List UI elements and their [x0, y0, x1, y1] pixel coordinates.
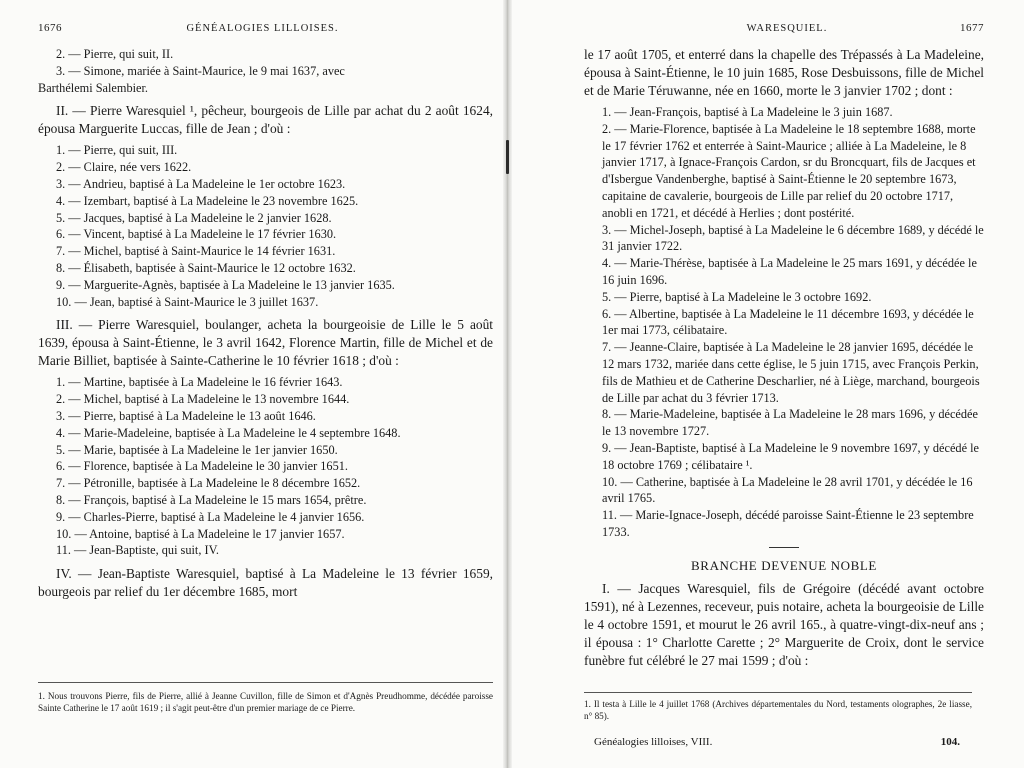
list-item — [584, 507, 984, 541]
item-text: Marie-Thérèse, baptisée à La Madeleine le 25 mars 1691, y décédée le 16 juin 1696. — [602, 256, 977, 287]
item-text: Izembart, baptisé à La Madeleine le 23 novembre 1625. — [83, 193, 359, 208]
children-list-III — [38, 374, 493, 559]
item-number: 10. — — [602, 474, 633, 489]
item-text: Jean, baptisé à Saint-Maurice le 3 juillet 1637. — [89, 294, 319, 309]
item-number: 6. — — [602, 306, 627, 321]
children-list-IV — [584, 104, 984, 541]
paragraph-generation-IV-continued: le 17 août 1705, et enterré dans la chapelle des Trépassés à La Madeleine, épousa à Saint-Étienne, le 10 juin 1685, Rose Desbuissons, fille de Michel et de Marie Téruwanne, née en 1660, morte le 3 janvier 1702 ; dont : — [584, 47, 984, 98]
children-list-II — [38, 142, 493, 310]
item-text: Antoine, baptisé à La Madeleine le 17 janvier 1657. — [89, 526, 345, 541]
item-text: Michel, baptisé à Saint-Maurice le 14 février 1631. — [83, 244, 336, 259]
list-item — [38, 260, 493, 277]
list-item-continuation: Barthélemi Salembier. — [38, 80, 148, 95]
right-running-title: WARESQUIEL. — [746, 23, 828, 34]
list-item — [584, 255, 984, 289]
list-item — [38, 475, 493, 492]
list-item — [38, 226, 493, 243]
item-number: 5. — — [56, 210, 81, 225]
right-page-number: 1677 — [959, 22, 984, 34]
list-item — [38, 542, 493, 559]
list-item — [584, 104, 984, 121]
list-item — [38, 492, 493, 509]
item-text: Vincent, baptisé à La Madeleine le 17 février 1630. — [83, 227, 337, 242]
item-number: 7. — — [56, 244, 81, 259]
paragraph-generation-III: III. — Pierre Waresquiel, boulanger, acheta la bourgeoisie de Lille le 5 août 1639, épousa à Saint-Étienne, le 3 avril 1642, Florence Martin, fille de Michel et de Marie Billiet, baptisée à Sainte-Catherine le 10 février 1618 ; d'où : — [38, 317, 493, 369]
left-page — [0, 0, 505, 768]
list-item — [38, 277, 493, 294]
item-text: Marie-Ignace-Joseph, décédé paroisse Saint-Étienne le 23 septembre 1733. — [602, 508, 974, 539]
list-item — [584, 339, 984, 406]
item-number: 1. — — [56, 143, 81, 158]
item-number: 9. — — [56, 277, 81, 292]
item-number: 11. — — [56, 543, 87, 558]
left-page-header — [38, 22, 493, 34]
left-footnote: 1. Nous trouvons Pierre, fils de Pierre, allié à Jeanne Cuvillon, fille de Simon et d'Agnès Preudhomme, décédée paroisse Sainte Catherine le 17 août 1619 ; il s'agit peut-être d'un premier mariage de ce Pierre. — [38, 691, 493, 713]
item-number: 11. — — [602, 508, 633, 523]
item-text: Simone, mariée à Saint-Maurice, le 9 mai 1637, avec — [83, 63, 345, 78]
item-text: Marie, baptisée à La Madeleine le 1er janvier 1650. — [83, 442, 338, 457]
item-text: Pierre, qui suit, III. — [83, 143, 178, 158]
item-text: Pierre, baptisé à La Madeleine le 13 août 1646. — [83, 408, 316, 423]
item-number: 8. — — [56, 260, 81, 275]
list-item — [38, 46, 493, 63]
item-number: 6. — — [56, 227, 81, 242]
item-number: 2. — — [56, 47, 81, 61]
right-page-header — [584, 22, 984, 34]
paragraph-generation-IV: IV. — Jean-Baptiste Waresquiel, baptisé à La Madeleine le 13 février 1659, bourgeois par relief du 1er décembre 1685, mort — [38, 566, 493, 600]
left-footnote-rule — [38, 682, 493, 683]
list-item — [38, 408, 493, 425]
item-number: 5. — — [602, 289, 627, 304]
item-number: 8. — — [56, 492, 81, 507]
list-item — [584, 121, 984, 222]
item-text: Jean-Baptiste, baptisé à La Madeleine le 9 novembre 1697, y décédé le 18 octobre 1769 ; célibataire ¹. — [602, 440, 979, 472]
list-item — [38, 458, 493, 475]
item-text: Marie-Madeleine, baptisée à La Madeleine le 28 mars 1696, y décédée le 13 novembre 1727. — [602, 407, 978, 439]
item-number: 6. — — [56, 459, 81, 474]
list-item — [38, 159, 493, 176]
list-item — [584, 474, 984, 508]
list-item — [38, 442, 493, 459]
list-item — [584, 222, 984, 256]
item-text: Marie-Madeleine, baptisée à La Madeleine le 4 septembre 1648. — [83, 425, 401, 440]
item-text: Pierre, qui suit, II. — [83, 47, 174, 61]
list-item — [38, 243, 493, 260]
item-number: 3. — — [56, 408, 81, 423]
item-text: Albertine, baptisée à La Madeleine le 11 décembre 1693, y décédée le 1er mai 1773, célibataire. — [602, 306, 974, 338]
item-text: Martine, baptisée à La Madeleine le 16 février 1643. — [83, 375, 343, 390]
list-item — [584, 289, 984, 306]
item-text: Michel-Joseph, baptisé à La Madeleine le 6 décembre 1689, y décédé le 31 janvier 1722. — [602, 222, 984, 254]
list-item — [38, 63, 493, 80]
item-number: 4. — — [56, 193, 81, 208]
list-item — [584, 306, 984, 340]
paragraph-generation-II: II. — Pierre Waresquiel ¹, pêcheur, bourgeois de Lille par achat du 2 août 1624, épousa Marguerite Luccas, fille de Jean ; d'où : — [38, 103, 493, 137]
item-number: 2. — — [56, 392, 81, 407]
item-text: Catherine, baptisée à La Madeleine le 28 avril 1701, y décédée le 16 avril 1765. — [602, 474, 973, 506]
item-number: 4. — — [56, 425, 81, 440]
list-item — [38, 176, 493, 193]
item-number: 10. — — [56, 294, 87, 309]
item-number: 2. — — [602, 121, 627, 136]
list-item — [38, 526, 493, 543]
item-text: Charles-Pierre, baptisé à La Madeleine le 4 janvier 1656. — [83, 509, 365, 524]
item-number: 8. — — [602, 407, 627, 422]
section-title: BRANCHE DEVENUE NOBLE — [691, 557, 877, 573]
right-footnote: 1. Il testa à Lille le 4 juillet 1768 (Archives départementales du Nord, testaments olographes, 2e liasse, n° 85). — [584, 699, 972, 721]
list-item — [584, 440, 984, 474]
list-item — [584, 406, 984, 440]
item-text: Jean-François, baptisé à La Madeleine le 3 juin 1687. — [629, 105, 893, 119]
list-item — [38, 210, 493, 227]
right-footnote-rule — [584, 692, 972, 693]
item-text: Marguerite-Agnès, baptisée à La Madeleine le 13 janvier 1635. — [83, 277, 395, 292]
list-item — [38, 294, 493, 311]
item-text: Claire, née vers 1622. — [83, 160, 192, 175]
gutter-mark — [506, 140, 509, 174]
item-number: 3. — — [56, 176, 81, 191]
item-text: Élisabeth, baptisée à Saint-Maurice le 12 octobre 1632. — [83, 260, 356, 275]
paragraph-branch-generation-I: I. — Jacques Waresquiel, fils de Grégoire (décédé avant octobre 1591), né à Lezennes, receveur, puis notaire, acheta la bourgeoisie de Lille le 4 octobre 1591, et mourut le 26 avril 165., à quatre-vingt-dix-neuf ans ; il épousa : 1° Charlotte Carette ; 2° Marguerite de Croix, dont le service funèbre fut célébré le 27 mai 1599 ; d'où : — [584, 580, 984, 668]
list-item — [38, 391, 493, 408]
item-number: 1. — — [56, 375, 81, 390]
item-text: Andrieu, baptisé à La Madeleine le 1er octobre 1623. — [83, 176, 346, 191]
item-number: 3. — — [602, 222, 627, 237]
list-item — [38, 425, 493, 442]
left-running-title: GÉNÉALOGIES LILLOISES. — [186, 23, 339, 34]
item-text: Marie-Florence, baptisée à La Madeleine le 18 septembre 1688, morte le 17 février 1762 et enterrée à Saint-Maurice ; alliée à La Madeleine, le 8 janvier 1717, à Ignace-François Cardon, sr du Broncquart, fils de Jacques et d'Isbergue Vandenberghe, baptisé à Saint-Étienne le 20 septembre 1673, capitaine de cavalerie, bourgeois de Lille par relief du 20 octobre 1717, anobli en 1721, et décédé à Herlies ; dont postérité. — [602, 121, 976, 220]
right-page-footer — [594, 736, 960, 748]
list-item — [38, 193, 493, 210]
item-number: 9. — — [602, 440, 627, 455]
item-text: Pétronille, baptisée à La Madeleine le 8 décembre 1652. — [83, 476, 361, 491]
item-number: 5. — — [56, 442, 81, 457]
item-number: 10. — — [56, 526, 87, 541]
left-top-list — [38, 46, 493, 96]
book-volume-title: Généalogies lilloises, VIII. — [594, 736, 713, 748]
list-item — [38, 509, 493, 526]
section-divider — [769, 547, 799, 548]
item-text: Jean-Baptiste, qui suit, IV. — [89, 543, 219, 558]
item-text: Jacques, baptisé à La Madeleine le 2 janvier 1628. — [83, 210, 332, 225]
item-number: 9. — — [56, 509, 81, 524]
item-text: François, baptisé à La Madeleine le 15 mars 1654, prêtre. — [83, 492, 367, 507]
signature-number: 104. — [940, 736, 960, 748]
list-item — [38, 142, 493, 159]
item-text: Pierre, baptisé à La Madeleine le 3 octobre 1692. — [629, 289, 872, 304]
item-text: Michel, baptisé à La Madeleine le 13 novembre 1644. — [83, 392, 350, 407]
item-number: 4. — — [602, 256, 627, 271]
right-page — [512, 0, 1024, 768]
item-number: 3. — — [56, 63, 81, 78]
item-number: 7. — — [602, 340, 627, 355]
item-number: 2. — — [56, 160, 81, 175]
item-text: Florence, baptisée à La Madeleine le 30 janvier 1651. — [83, 459, 348, 474]
item-number: 1. — — [602, 105, 627, 119]
left-page-number: 1676 — [38, 22, 62, 34]
item-text: Jeanne-Claire, baptisée à La Madeleine le 28 janvier 1695, décédée le 12 mars 1732, mariée dans cette église, le 5 juin 1715, avec François Perkin, fils de Mathieu et de Catherine Descharlier, né à Liège, marchand, bourgeois de Lille par achat du 3 février 1713. — [602, 340, 980, 405]
list-item — [38, 374, 493, 391]
item-number: 7. — — [56, 476, 81, 491]
